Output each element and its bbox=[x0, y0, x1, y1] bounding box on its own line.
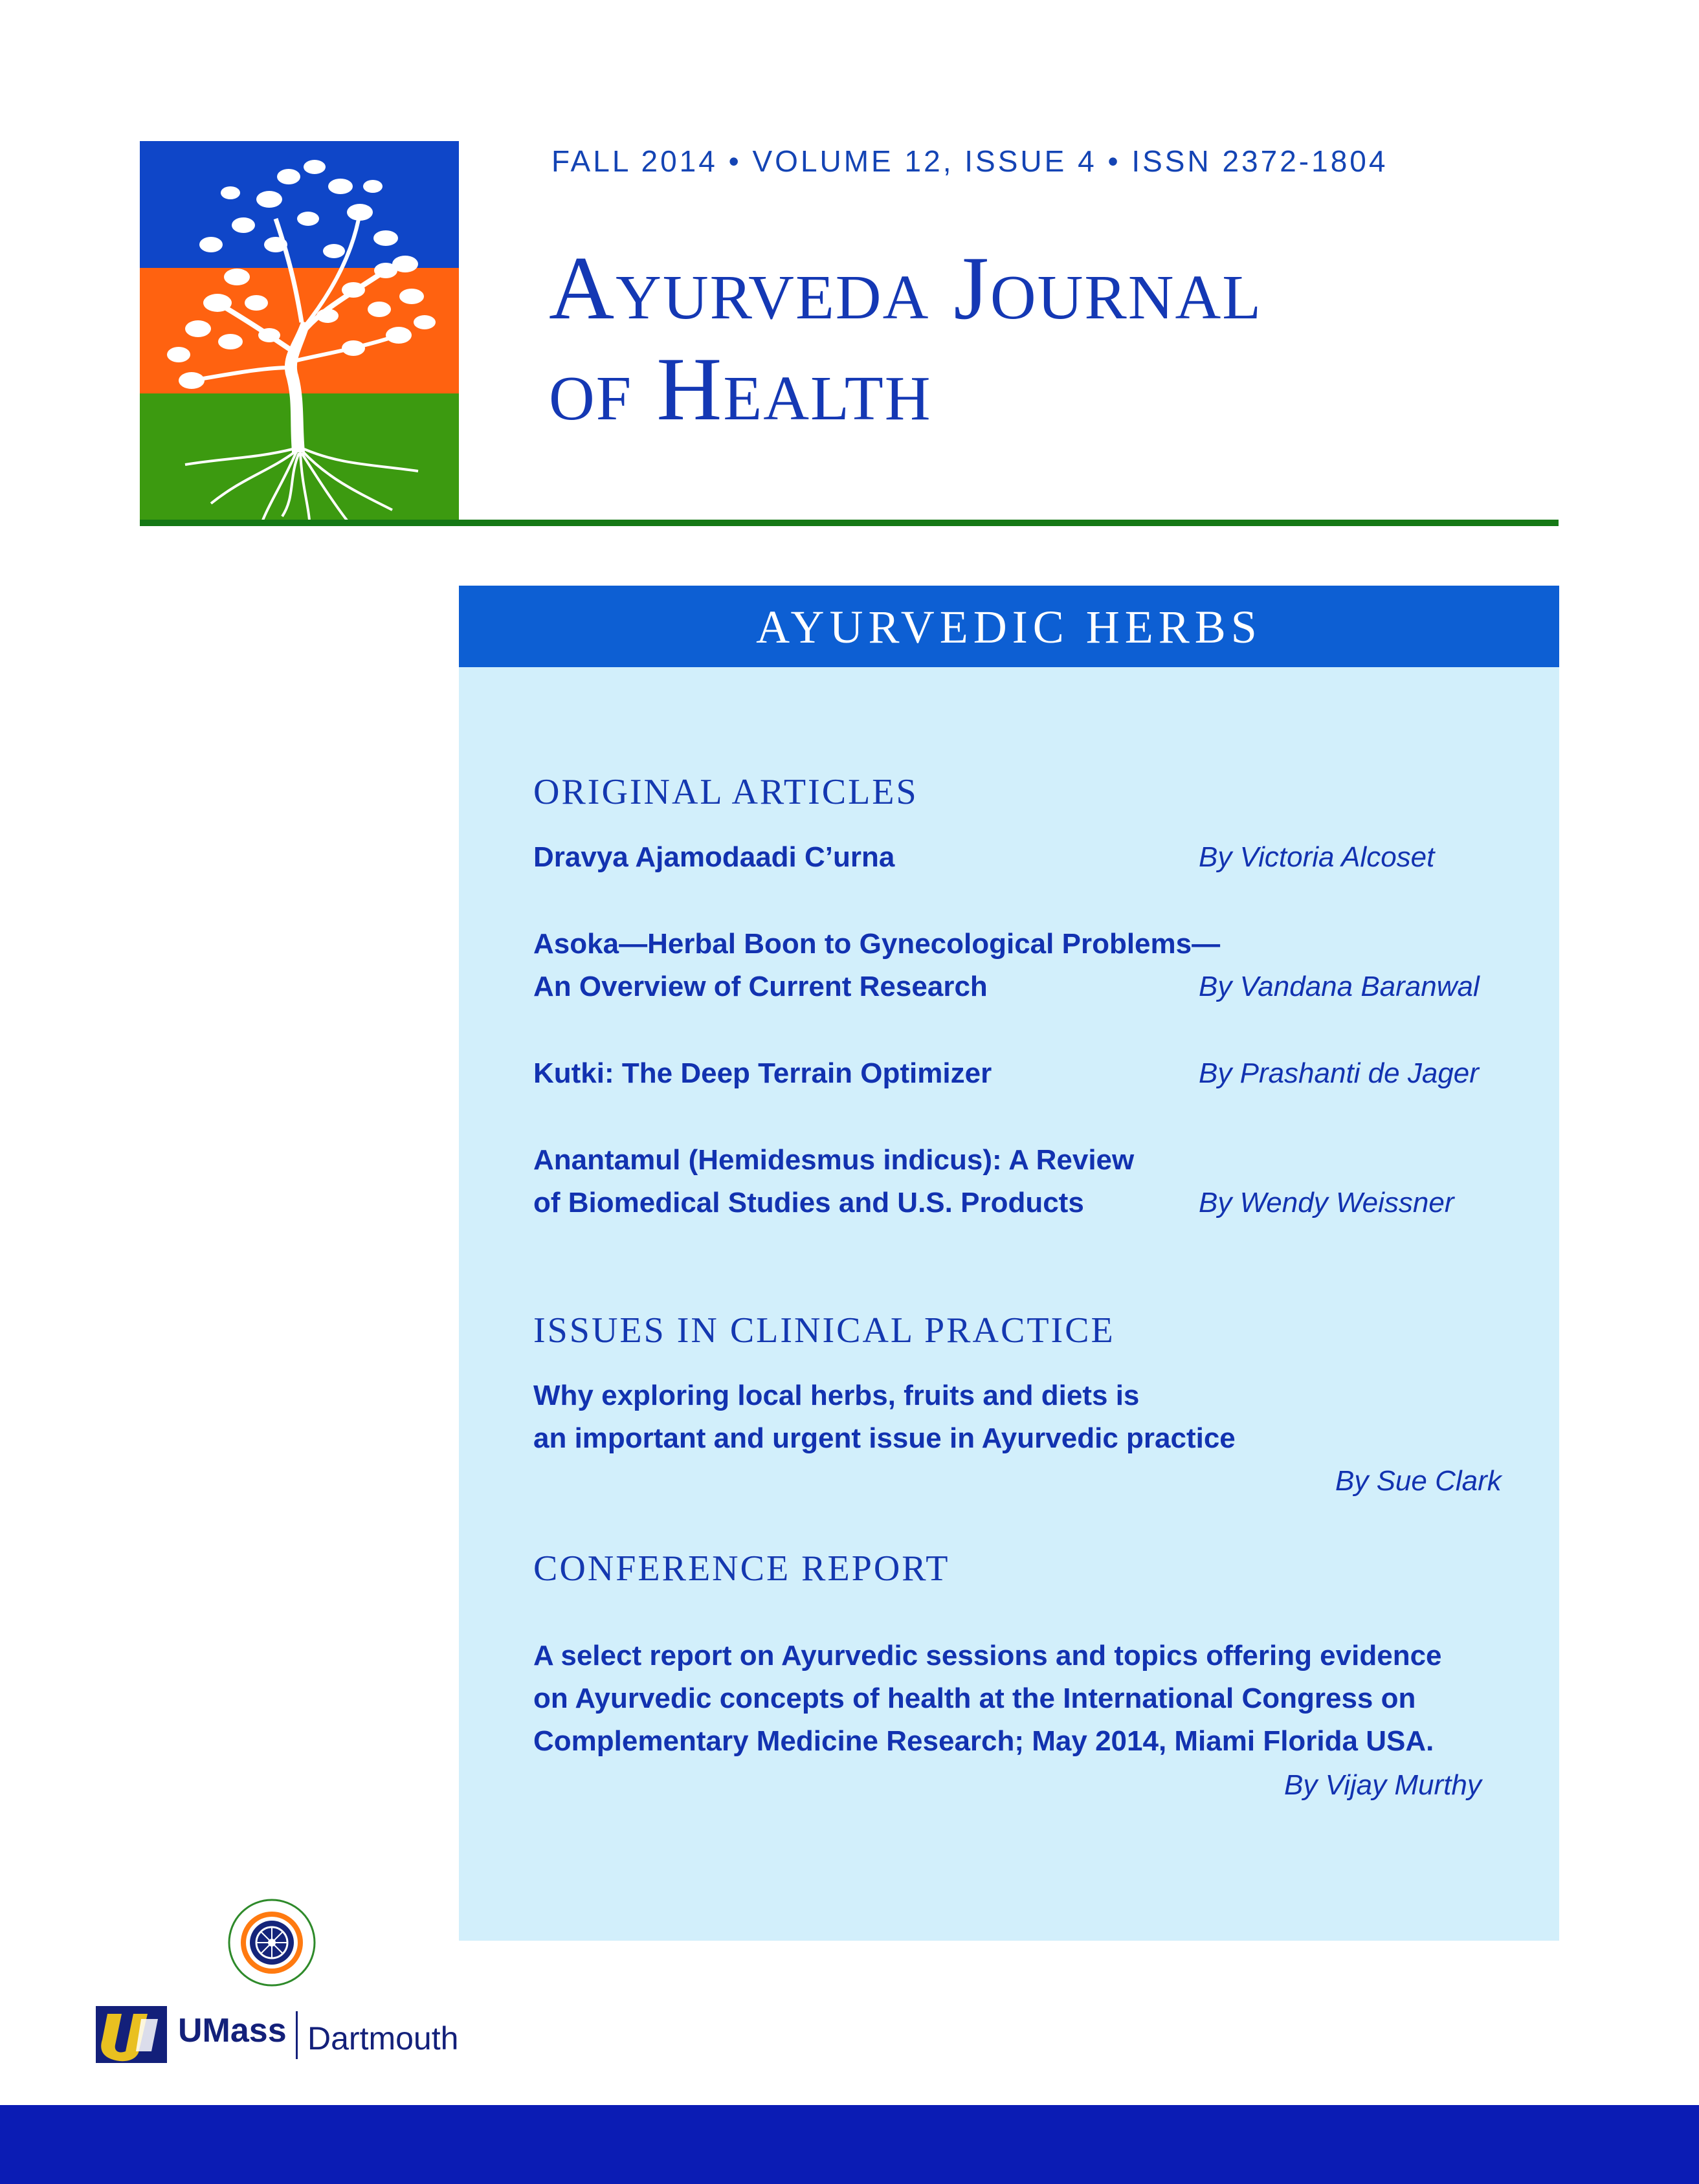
article-title[interactable]: A select report on Ayurvedic sessions and topics offering evidence bbox=[533, 1640, 1442, 1671]
header-rule bbox=[140, 520, 1559, 526]
article-author: By Vandana Baranwal bbox=[1199, 971, 1480, 1002]
article-author: By Vijay Murthy bbox=[1284, 1769, 1482, 1801]
article-title[interactable]: Asoka—Herbal Boon to Gynecological Problems— bbox=[533, 928, 1221, 960]
panel-heading: AYURVEDIC HERBS bbox=[459, 586, 1559, 667]
section-heading-original-articles: ORIGINAL ARTICLES bbox=[533, 772, 918, 812]
tree-of-life-icon bbox=[140, 141, 459, 520]
article-title-cont[interactable]: on Ayurvedic concepts of health at the International Congress on bbox=[533, 1682, 1416, 1714]
article-title-cont[interactable]: an important and urgent issue in Ayurvedic practice bbox=[533, 1422, 1236, 1454]
article-author: By Sue Clark bbox=[1335, 1465, 1502, 1497]
title-line-1: Ayurveda Journal bbox=[549, 238, 1263, 338]
article-title[interactable]: Dravya Ajamodaadi C’urna bbox=[533, 841, 895, 873]
umass-divider bbox=[296, 2011, 298, 2059]
dartmouth-wordmark: Dartmouth bbox=[307, 2020, 459, 2057]
article-title[interactable]: Kutki: The Deep Terrain Optimizer bbox=[533, 1057, 992, 1089]
indic-studies-seal-icon bbox=[227, 1897, 317, 1988]
footer-band bbox=[0, 2105, 1699, 2184]
article-title-cont[interactable]: of Biomedical Studies and U.S. Products bbox=[533, 1187, 1084, 1219]
article-author: By Wendy Weissner bbox=[1199, 1187, 1454, 1219]
title-line-2: of Health bbox=[549, 339, 932, 439]
article-title-cont[interactable]: Complementary Medicine Research; May 2014, Miami Florida USA. bbox=[533, 1725, 1434, 1757]
journal-logo bbox=[140, 141, 459, 520]
umass-emblem-icon bbox=[96, 2006, 167, 2063]
article-title[interactable]: Why exploring local herbs, fruits and diets is bbox=[533, 1380, 1140, 1411]
umass-wordmark: UMass bbox=[178, 2012, 287, 2049]
article-title[interactable]: Anantamul (Hemidesmus indicus): A Review bbox=[533, 1144, 1135, 1176]
article-author: By Victoria Alcoset bbox=[1199, 841, 1435, 873]
article-title-cont[interactable]: An Overview of Current Research bbox=[533, 971, 988, 1002]
article-author: By Prashanti de Jager bbox=[1199, 1057, 1479, 1089]
section-heading-clinical-practice: ISSUES IN CLINICAL PRACTICE bbox=[533, 1310, 1115, 1351]
section-heading-conference-report: CONFERENCE REPORT bbox=[533, 1549, 950, 1589]
journal-title bbox=[549, 238, 1262, 440]
issue-line: FALL 2014 • VOLUME 12, ISSUE 4 • ISSN 2372-1804 bbox=[551, 144, 1388, 178]
